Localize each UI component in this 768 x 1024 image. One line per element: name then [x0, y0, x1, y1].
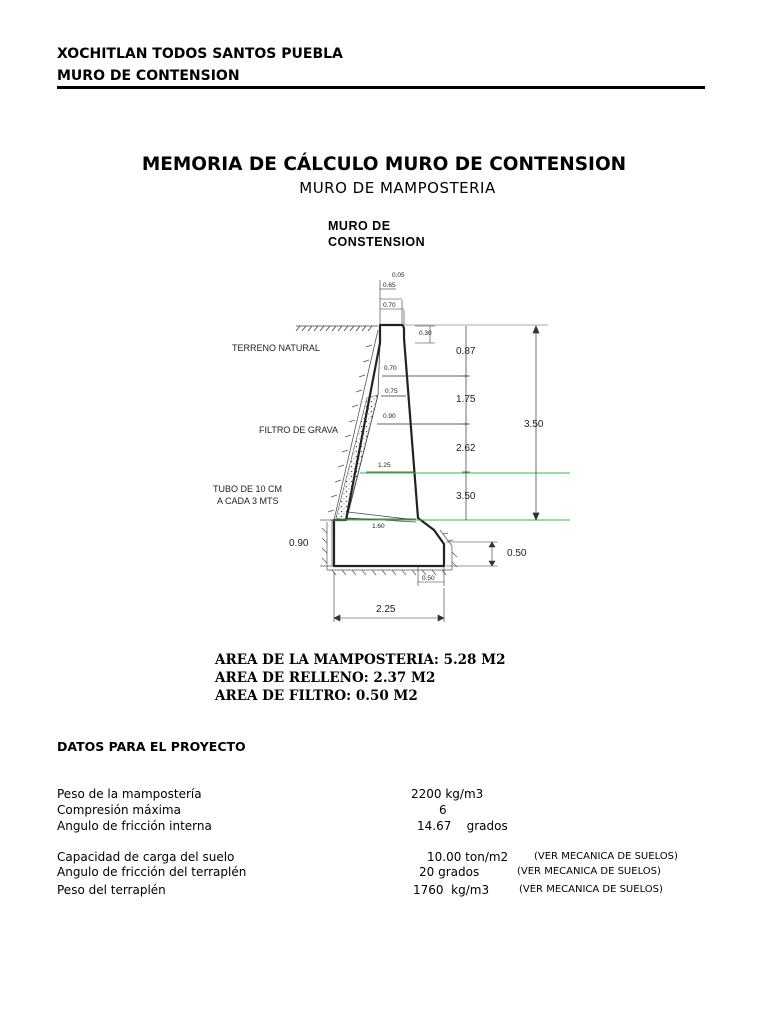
masonry-wall: [334, 325, 444, 566]
compresion-label: Compresión máxima: [57, 803, 181, 817]
area-filtro: AREA DE FILTRO: 0.50 M2: [215, 688, 418, 704]
compresion-value: 6: [439, 803, 447, 817]
angulo-terraplen-value: 20 grados: [419, 865, 480, 879]
dim-065-label: 0.65: [383, 282, 396, 289]
angulo-interna-label: Angulo de fricción interna: [57, 819, 212, 833]
peso-terraplen-label: Peso del terraplén: [57, 883, 166, 897]
label-tubo-line1: TUBO DE 10 CM: [213, 484, 283, 494]
angulo-interna-value: 14.67 grados: [417, 819, 508, 833]
dim-262-label: 2.62: [456, 443, 476, 454]
angulo-terraplen-label: Angulo de fricción del terraplén: [57, 865, 247, 879]
label-terreno-natural: TERRENO NATURAL: [232, 343, 320, 353]
dim-225-label: 2.25: [376, 604, 396, 615]
dim-070-top-label: 0.70: [383, 302, 396, 309]
dim-070-label: 0.70: [384, 365, 397, 372]
datos-title: DATOS PARA EL PROYECTO: [57, 739, 246, 754]
dim-175-label: 1.75: [456, 394, 476, 405]
dim-160-label: 1.60: [372, 523, 385, 530]
header-subject: MURO DE CONTENSION: [57, 68, 240, 84]
dim-005-label: 0.05: [392, 272, 405, 279]
document-subtitle: MURO DE MAMPOSTERIA: [299, 179, 496, 197]
peso-mamposteria-value: 2200 kg/m3: [411, 787, 484, 801]
drawing-title-line1: MURO DE: [328, 219, 391, 233]
dim-090-label: 0.90: [289, 538, 309, 549]
label-tubo-line2: A CADA 3 MTS: [217, 496, 279, 506]
ground-top: [296, 326, 378, 331]
dim-087-label: 0.87: [456, 346, 476, 357]
peso-terraplen-value: 1760 kg/m3: [413, 883, 490, 897]
document-title: MEMORIA DE CÁLCULO MURO DE CONTENSION: [141, 154, 627, 175]
header-location: XOCHITLAN TODOS SANTOS PUEBLA: [57, 46, 343, 62]
dim-350-total-label: 3.50: [524, 419, 544, 430]
dim-050-bottom-label: 0.50: [422, 575, 435, 582]
area-mamposteria: AREA DE LA MAMPOSTERIA: 5.28 M2: [215, 652, 506, 668]
width-labels: [372, 365, 398, 530]
dim-030-label: 0.30: [419, 330, 432, 337]
dim-125-label: 1.25: [378, 462, 391, 469]
dim-050-label: 0.50: [507, 548, 527, 559]
area-relleno: AREA DE RELLENO: 2.37 M2: [215, 670, 436, 686]
angulo-terraplen-note: (VER MECANICA DE SUELOS): [517, 866, 661, 877]
dim-090-width-label: 0.90: [383, 413, 396, 420]
peso-mamposteria-label: Peso de la mampostería: [57, 787, 202, 801]
dim-350-label: 3.50: [456, 491, 476, 502]
footing-dimensions: [320, 520, 498, 622]
capacidad-note: (VER MECANICA DE SUELOS): [534, 851, 678, 862]
peso-terraplen-note: (VER MECANICA DE SUELOS): [519, 884, 663, 895]
dim-075-label: 0.75: [385, 388, 398, 395]
drawing-title-line2: CONSTENSION: [328, 235, 426, 249]
capacidad-label: Capacidad de carga del suelo: [57, 850, 235, 864]
label-filtro-grava: FILTRO DE GRAVA: [259, 425, 339, 435]
capacidad-value: 10.00 ton/m2: [427, 850, 509, 864]
